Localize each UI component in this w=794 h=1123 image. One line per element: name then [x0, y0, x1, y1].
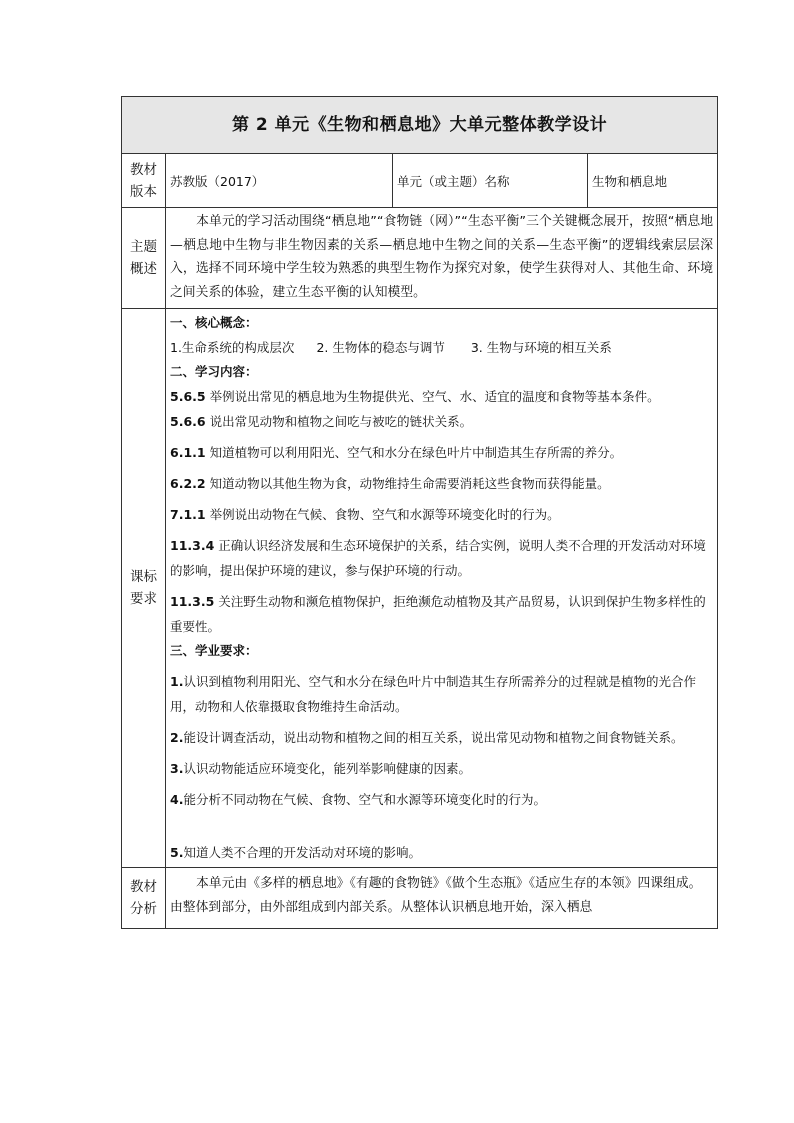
standard-code: 11.3.4	[170, 538, 215, 553]
academic-requirement-item	[170, 756, 713, 781]
learning-content-item	[170, 471, 713, 496]
standard-text: 关注野生动物和濒危植物保护，拒绝濒危动植物及其产品贸易，认识到保护生物多样性的重要性。	[170, 594, 706, 634]
core-concepts-heading: 一、核心概念：	[170, 315, 258, 330]
requirement-text: 知道人类不合理的开发活动对环境的影响。	[183, 845, 421, 860]
curriculum-standards-content	[166, 309, 718, 868]
curriculum-standards-label: 课标 要求	[122, 309, 166, 868]
standard-code: 7.1.1	[170, 507, 206, 522]
core-concepts-list: 1.生命系统的构成层次 2. 生物体的稳态与调节 3. 生物与环境的相互关系	[170, 340, 612, 355]
requirement-number: 5.	[170, 845, 184, 860]
standard-code: 11.3.5	[170, 594, 215, 609]
standard-code: 5.6.5	[170, 389, 206, 404]
standard-text: 说出常见动物和植物之间吃与被吃的链状关系。	[209, 414, 473, 429]
unit-name-label: 单元（或主题）名称	[393, 154, 588, 208]
unit-name-value: 生物和栖息地	[588, 154, 718, 208]
requirement-text: 认识动物能适应环境变化，能列举影响健康的因素。	[183, 761, 471, 776]
requirement-number: 1.	[170, 674, 184, 689]
standard-text: 知道动物以其他生物为食，动物维持生命需要消耗这些食物而获得能量。	[209, 476, 610, 491]
academic-requirement-item	[170, 725, 713, 750]
requirement-number: 4.	[170, 792, 184, 807]
requirement-text: 能分析不同动物在气候、食物、空气和水源等环境变化时的行为。	[183, 792, 546, 807]
learning-content-item	[170, 384, 713, 409]
learning-content-heading: 二、学习内容：	[170, 364, 258, 379]
textbook-edition-value: 苏教版（2017）	[166, 154, 393, 208]
academic-requirements-heading: 三、学业要求：	[170, 643, 258, 658]
requirement-number: 2.	[170, 730, 184, 745]
lesson-plan-table	[121, 96, 718, 929]
standard-text: 举例说出常见的栖息地为生物提供光、空气、水、适宜的温度和食物等基本条件。	[209, 389, 660, 404]
academic-requirement-item	[170, 669, 713, 719]
standard-code: 6.2.2	[170, 476, 206, 491]
learning-content-item	[170, 409, 713, 434]
requirement-number: 3.	[170, 761, 184, 776]
learning-content-item	[170, 502, 713, 527]
theme-overview-label: 主题 概述	[122, 208, 166, 309]
academic-requirements-list	[170, 669, 713, 865]
learning-content-item	[170, 440, 713, 465]
textbook-analysis-text: 本单元由《多样的栖息地》《有趣的食物链》《做个生态瓶》《适应生存的本领》四课组成。由整体到部分，由外部组成到内部关系。从整体认识栖息地开始，深入栖息	[166, 868, 718, 929]
requirement-text: 能设计调查活动，说出动物和植物之间的相互关系，说出常见动物和植物之间食物链关系。	[183, 730, 684, 745]
learning-content-item	[170, 589, 713, 639]
standard-code: 6.1.1	[170, 445, 206, 460]
textbook-analysis-label: 教材 分析	[122, 868, 166, 929]
document-title: 第 2 单元《生物和栖息地》大单元整体教学设计	[231, 115, 608, 135]
academic-requirement-item	[170, 840, 713, 865]
theme-overview-text: 本单元的学习活动围绕“栖息地”“食物链（网）”“生态平衡”三个关键概念展开，按照“栖息地—栖息地中生物与非生物因素的关系—栖息地中生物之间的关系—生态平衡”的逻辑线索层层深入，选择不同环境中学生较为熟悉的典型生物作为探究对象，使学生获得对人、其他生命、环境之间关系的体验，建立生态平衡的认知模型。	[166, 208, 718, 309]
standard-text: 正确认识经济发展和生态环境保护的关系，结合实例，说明人类不合理的开发活动对环境的影响，提出保护环境的建议，参与保护环境的行动。	[170, 538, 706, 578]
learning-content-list	[170, 384, 713, 639]
standard-text: 举例说出动物在气候、食物、空气和水源等环境变化时的行为。	[209, 507, 560, 522]
title-cell	[122, 97, 718, 154]
standard-text: 知道植物可以利用阳光、空气和水分在绿色叶片中制造其生存所需的养分。	[209, 445, 623, 460]
academic-requirement-item	[170, 787, 713, 812]
textbook-edition-label: 教材 版本	[122, 154, 166, 208]
learning-content-item	[170, 533, 713, 583]
standard-code: 5.6.6	[170, 414, 206, 429]
requirement-text: 认识到植物利用阳光、空气和水分在绿色叶片中制造其生存所需养分的过程就是植物的光合作用，动物和人依靠摄取食物维持生命活动。	[170, 674, 696, 714]
